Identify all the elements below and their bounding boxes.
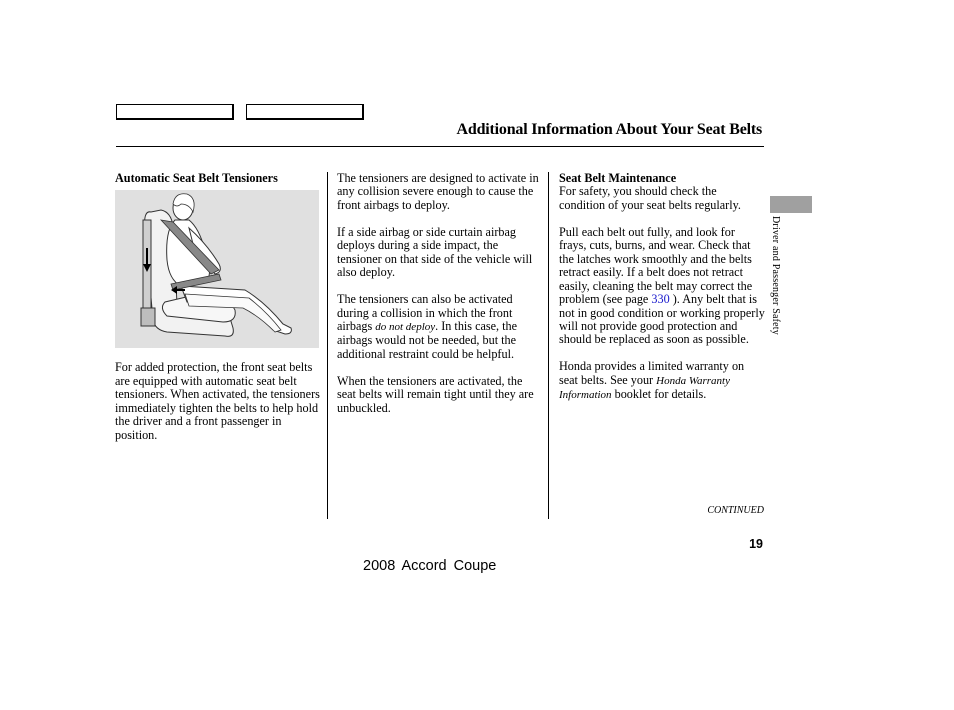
page-number: 19 [749,537,763,551]
column-middle [337,172,543,429]
page-title: Additional Information About Your Seat Belts [456,121,762,138]
section-tab-label: Driver and Passenger Safety [770,216,781,335]
column-divider [548,172,549,519]
text-run: Pull each belt out fully, and look for frays, cuts, burns, and wear. Check that the latches work smoothly and the belts retract easily. If a belt does not retract easily, cleaning the belt may correct the problem (see page [559,224,753,307]
section-heading-tensioners: Automatic Seat Belt Tensioners [115,171,278,185]
maintenance-para-3 [559,360,765,402]
tensioners-intro: For added protection, the front seat belts are equipped with automatic seat belt tensioners. When activated, the tensioners immediately tighten the belts to help hold the driver and a front passenger in position. [115,360,320,442]
text-run: booklet for details. [611,387,707,402]
tensioners-para-4: When the tensioners are activated, the seat belts will remain tight until they are unbuckled. [337,373,534,415]
nav-previous-button[interactable] [116,104,234,120]
tensioners-para-2: If a side airbag or side curtain airbag deploys during a side impact, the tensioner on that side of the vehicle will also deploy. [337,224,533,280]
maintenance-para-2 [559,226,765,347]
text-run: The tensioners can also be activated during a collision in which the front airbags [337,292,513,333]
text-run: . In this case, the airbags would not be needed, but the additional restraint could be helpful. [337,318,518,361]
section-heading-maintenance: Seat Belt Maintenance [559,171,677,185]
column-left [115,172,321,456]
section-tab [770,196,812,213]
text-run: ). Any belt that is not in good condition or working properly will not provide good protection and should be replaced as soon as possible. [559,292,765,347]
column-divider [327,172,328,519]
emphasis-text: do not deploy [375,320,436,333]
footer-model-label: 2008 Accord Coupe [363,558,497,574]
text-run: Honda provides a limited warranty on seat belts. See your [559,359,745,387]
title-rule [116,146,764,147]
tensioners-para-1: The tensioners are designed to activate in any collision severe enough to cause the front airbags to deploy. [337,171,539,212]
continued-label: CONTINUED [707,505,764,516]
maintenance-para-1: For safety, you should check the condition of your seat belts regularly. [559,184,741,212]
column-right [559,172,765,416]
seatbelt-illustration [115,190,319,348]
emphasis-text: Honda Warranty Information [559,374,730,402]
tensioners-para-3 [337,293,543,361]
nav-next-button[interactable] [246,104,364,120]
page-reference-link[interactable]: 330 [651,292,670,307]
